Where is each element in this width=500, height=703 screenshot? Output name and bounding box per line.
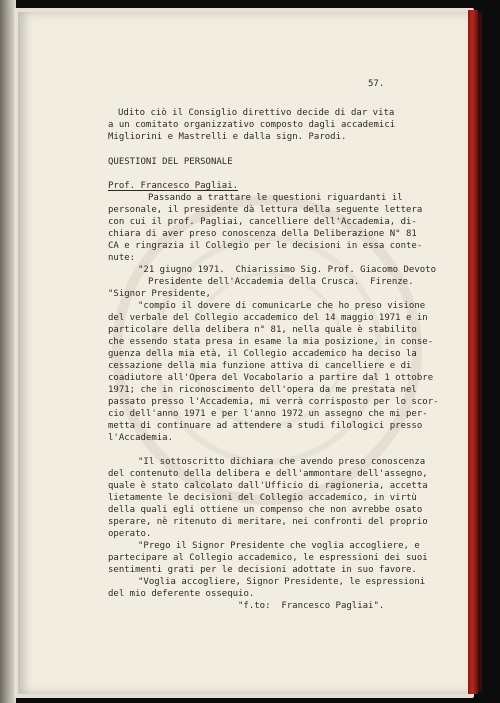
section-heading: QUESTIONI DEL PERSONALE (108, 157, 233, 167)
body-line-19: cio dell'anno 1971 e per l'anno 1972 un assegno che mi per- (108, 409, 428, 419)
body-line-31: sentimenti grati per le decisioni adottate in suo favore. (108, 565, 417, 575)
body-line-16: coadiutore all'Opera del Vocabolario a partire dal 1 ottobre (108, 373, 434, 383)
body-line-32: "Voglia accogliere, Signor Presidente, le espressioni (138, 577, 426, 587)
body-line-5: CA e ringrazia il Collegio per le decisioni in essa conte- (108, 241, 423, 251)
body-line-26: della quali egli ottiene un compenso che non avrebbe osato (108, 505, 423, 515)
body-line-3: con cui il prof. Pagliai, cancelliere dell'Accademia, di- (108, 217, 417, 227)
intro-line-2: a un comitato organizzativo composto dagli accademici (108, 120, 396, 130)
body-line-33: del mio deferente ossequio. (108, 589, 255, 599)
page-edge-shadow (478, 12, 482, 692)
body-line-9: "Signor Presidente, (108, 289, 211, 299)
body-line-1: Passando a trattare le questioni riguardanti il (148, 193, 403, 203)
body-line-23: del contenuto della delibera e dell'ammontare dell'assegno, (108, 469, 428, 479)
body-line-14: guenza della mia età, il Collegio accademico ha deciso la (108, 349, 417, 359)
body-line-15: cessazione della mia funzione attiva di cancelliere e di (108, 361, 412, 371)
body-line-7: "21 giugno 1971. Chiarissimo Sig. Prof. Giacomo Devoto (138, 265, 437, 275)
body-line-13: che essendo stata presa in esame la mia posizione, in conse- (108, 337, 434, 347)
body-line-27: sperare, nè ritenuto di meritare, nei confronti del proprio (108, 517, 428, 527)
body-line-2: personale, il presidente dà lettura della seguente lettera (108, 205, 423, 215)
page-sheet (18, 12, 468, 694)
page-number: 57. (368, 79, 385, 89)
body-line-22: "Il sottoscritto dichiara che avendo preso conoscenza (138, 457, 426, 467)
body-line-4: chiara di aver preso conoscenza della Deliberazione N° 81 (108, 229, 417, 239)
body-line-21: l'Accademia. (108, 433, 174, 443)
signature-line: "f.to: Francesco Pagliai". (238, 601, 385, 611)
body-line-29: "Prego il Signor Presidente che voglia accogliere, e (138, 541, 420, 551)
body-line-6: nute: (108, 253, 136, 263)
intro-line-3: Migliorini e Mastrelli e dalla sign. Parodi. (108, 132, 347, 142)
body-line-12: particolare della delibera n° 81, nella quale è stabilito (108, 325, 417, 335)
body-line-24: quale è stato calcolato dall'Ufficio di ragioneria, accetta (108, 481, 428, 491)
body-line-28: operato. (108, 529, 152, 539)
body-line-8: Presidente dell'Accademia della Crusca. Firenze. (148, 277, 414, 287)
body-line-30: partecipare al Collegio accademico, le espressioni dei suoi (108, 553, 428, 563)
body-line-25: lietamente le decisioni del Collegio accademico, in virtù (108, 493, 417, 503)
body-line-18: passato presso l'Accademia, mi verrà corrisposto per lo scor- (108, 397, 439, 407)
page-text (18, 12, 468, 694)
page-edge-red (468, 10, 478, 694)
body-line-11: del verbale del Collegio accademico del 14 maggio 1971 e in (108, 313, 428, 323)
intro-line-1: Udito ciò il Consiglio direttivo decide di dar vita (118, 108, 395, 118)
body-line-10: "compio il dovere di comunicarLe che ho preso visione (138, 301, 426, 311)
subheading: Prof. Francesco Pagliai. (108, 181, 239, 191)
body-line-17: 1971; che in riconoscimento dell'opera da me prestata nel (108, 385, 417, 395)
body-line-20: metta di continuare ad attendere a studi filologici presso (108, 421, 423, 431)
